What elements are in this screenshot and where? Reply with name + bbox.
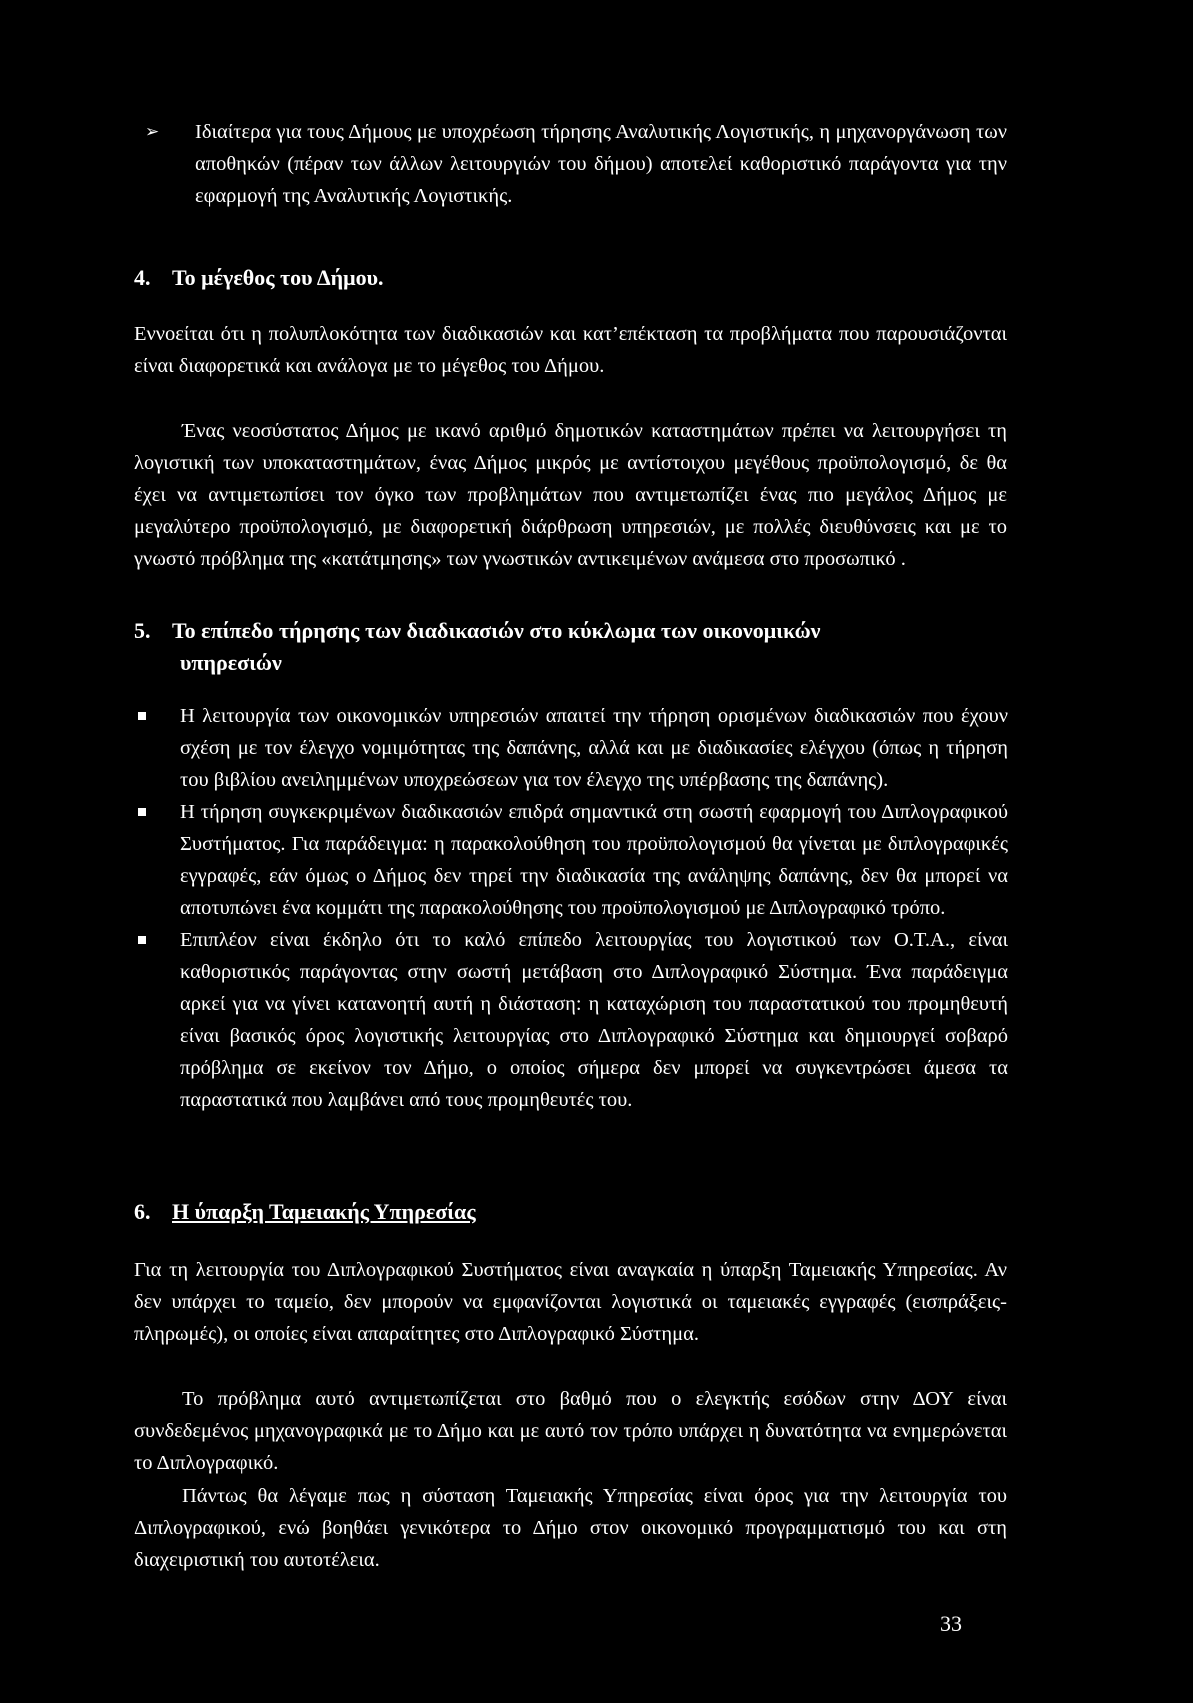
list-item (134, 796, 1008, 924)
section-6-paragraph-3: Πάντως θα λέγαμε πως η σύσταση Ταμειακής Υπηρεσίας είναι όρος για την λειτουργία του Διπλογραφικού, ενώ βοηθάει γενικότερα το Δήμο στον οικονομικό προγραμματισμό του και στη διαχειριστική του αυτοτέλεια. (134, 1485, 1007, 1571)
section-5-heading (134, 615, 1014, 679)
square-bullet-icon (138, 936, 146, 944)
section-4-heading (134, 262, 384, 294)
section-5-number: 5. (134, 618, 151, 643)
section-5-title-line-1: Το επίπεδο τήρησης των διαδικασιών στο κύκλωμα των οικονομικών (172, 618, 821, 643)
section-4-paragraph-2: Ένας νεοσύστατος Δήμος με ικανό αριθμό δημοτικών καταστημάτων πρέπει να λειτουργήσει τη λογιστική των υποκαταστημάτων, ένας Δήμος μικρός με αντίστοιχου μεγέθους προϋπολογισμό, δε θα έχει να αντιμετωπίσει τον όγκο των προβλημάτων που αντιμετωπίζει ένας πιο μεγάλος Δήμος με μεγαλύτερο προϋπολογισμό, με διαφορετική διάρθρωση υπηρεσιών, με πολλές διευθύνσεις και με το γνωστό πρόβλημα της «κατάτμησης» των γνωστικών αντικειμένων ανάμεσα στο προσωπικό . (134, 420, 1007, 570)
arrow-bullet-icon: ➢ (145, 122, 160, 142)
bullet-text: Η τήρηση συγκεκριμένων διαδικασιών επιδρά σημαντικά στη σωστή εφαρμογή του Διπλογραφικού Συστήματος. Για παράδειγμα: η παρακολούθηση του προϋπολογισμού θα γίνεται με διπλογραφικές εγγραφές, εάν όμως ο Δήμος δεν τηρεί την διαδικασία της ανάληψης δαπάνης, δεν θα μπορεί να αποτυπώνει ένα κομμάτι της παρακολούθησης του προϋπολογισμού με Διπλογραφικό τρόπο. (180, 801, 1008, 919)
section-5-bullet-list (134, 700, 1008, 1116)
page-number: 33 (940, 1611, 962, 1636)
section-4-number: 4. (134, 265, 151, 290)
bullet-text: Επιπλέον είναι έκδηλο ότι το καλό επίπεδο λειτουργίας του λογιστικού των Ο.Τ.Α., είναι καθοριστικός παράγοντας στην σωστή μετάβαση στο Διπλογραφικό Σύστημα. Ένα παράδειγμα αρκεί για να γίνει κατανοητή αυτή η διάσταση: η καταχώριση του παραστατικού του προμηθευτή είναι βασικός όρος λογιστικής λειτουργίας στο Διπλογραφικό Σύστημα και δημιουργεί σοβαρό πρόβλημα σε εκείνον τον Δήμο, ο οποίος σήμερα δεν μπορεί να συγκεντρώσει άμεσα τα παραστατικά που λαμβάνει από τους προμηθευτές του. (180, 929, 1008, 1111)
section-6-heading (134, 1196, 476, 1228)
arrow-list-item (145, 116, 1007, 212)
square-bullet-icon (138, 808, 146, 816)
arrow-item-text: Ιδιαίτερα για τους Δήμους με υποχρέωση τήρησης Αναλυτικής Λογιστικής, η μηχανοργάνωση των αποθηκών (πέραν των άλλων λειτουργιών του δήμου) αποτελεί καθοριστικό παράγοντα για την εφαρμογή της Αναλυτικής Λογιστικής. (195, 121, 1007, 207)
section-6-title: Η ύπαρξη Ταμειακής Υπηρεσίας (172, 1199, 476, 1224)
section-6-paragraph-2: Το πρόβλημα αυτό αντιμετωπίζεται στο βαθμό που ο ελεγκτής εσόδων στην ΔΟΥ είναι συνδεδεμένος μηχανογραφικά με το Δήμο και με αυτό τον τρόπο υπάρχει η δυνατότητα να ενημερώνεται το Διπλογραφικό. (134, 1388, 1007, 1474)
section-5-title-line-2: υπηρεσιών (180, 650, 282, 675)
section-6-paragraph-1: Για τη λειτουργία του Διπλογραφικού Συστήματος είναι αναγκαία η ύπαρξη Ταμειακής Υπηρεσίας. Αν δεν υπάρχει το ταμείο, δεν μπορούν να εμφανίζονται λογιστικά οι ταμειακές εγγραφές (εισπράξεις-πληρωμές), οι οποίες είναι απαραίτητες στο Διπλογραφικό Σύστημα. (134, 1259, 1007, 1345)
section-4-paragraph-1: Εννοείται ότι η πολυπλοκότητα των διαδικασιών και κατ’επέκταση τα προβλήματα που παρουσιάζονται είναι διαφορετικά και ανάλογα με το μέγεθος του Δήμου. (134, 323, 1007, 377)
list-item (134, 924, 1008, 1116)
bullet-text: Η λειτουργία των οικονομικών υπηρεσιών απαιτεί την τήρηση ορισμένων διαδικασιών που έχουν σχέση με τον έλεγχο νομιμότητας της δαπάνης, αλλά και με διαδικασίες ελέγχου (όπως η τήρηση του βιβλίου ανειλημμένων υποχρεώσεων για τον έλεγχο της υπέρβασης της δαπάνης). (180, 705, 1008, 791)
section-4-title: Το μέγεθος του Δήμου. (172, 265, 384, 290)
list-item (134, 700, 1008, 796)
section-6-number: 6. (134, 1199, 151, 1224)
square-bullet-icon (138, 712, 146, 720)
